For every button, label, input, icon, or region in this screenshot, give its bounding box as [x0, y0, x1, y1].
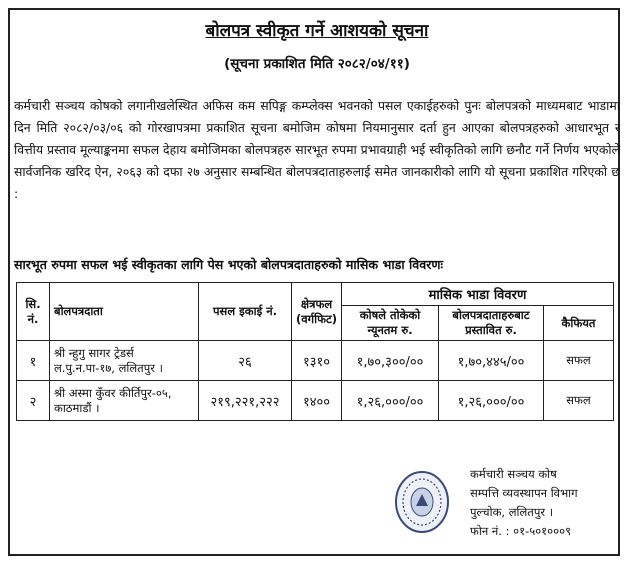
- cell-sn: १: [17, 341, 50, 381]
- header-monthly-rent: मासिक भाडा विवरण: [342, 283, 614, 306]
- table-row: [17, 341, 614, 381]
- cell-bidder: श्री न्हुगु सागर ट्रेडर्स ल.पु.न.पा-१७, ललितपुर ।: [50, 341, 199, 381]
- header-remarks: कैफियत: [544, 306, 614, 341]
- table-header-row: [17, 283, 614, 306]
- cell-proposed-rent: १,७०,४४५/००: [439, 341, 544, 381]
- cell-unit: २६: [199, 341, 292, 381]
- header-area: क्षेत्रफल (वर्गफिट): [292, 283, 342, 341]
- cell-min-rent: १,२६,०००/००: [342, 381, 439, 421]
- table-intro: सारभूत रुपमा सफल भई स्वीकृतका लागि पेस भएको बोलपत्रदाताहरुको मासिक भाडा विवरणः: [14, 257, 444, 272]
- cell-bidder: श्री अस्मा कुँवर कीर्तिपुर-०५, काठमाडौं ।: [50, 381, 199, 421]
- header-min-rent: कोषले तोकेको न्यूनतम रु.: [342, 306, 439, 341]
- header-bidder: बोलपत्रदाता: [50, 283, 199, 341]
- rent-table: [16, 282, 614, 421]
- notice-title: बोलपत्र स्वीकृत गर्ने आशयको सूचना: [205, 21, 429, 41]
- cell-sn: २: [17, 381, 50, 421]
- issuer-dept: सम्पत्ति व्यवस्थापन विभाग: [470, 486, 578, 500]
- cell-remarks: सफल: [544, 381, 614, 421]
- organization-seal-icon: [394, 470, 450, 534]
- issuer-phone: फोन नं. : ०१-५०१०००९: [470, 524, 572, 538]
- cell-min-rent: १,७०,३००/००: [342, 341, 439, 381]
- publish-date: (सूचना प्रकाशित मिति २०८२/०४/११): [224, 56, 410, 72]
- cell-remarks: सफल: [544, 341, 614, 381]
- cell-unit: २१९,२२१,२२२: [199, 381, 292, 421]
- header-proposed-rent: बोलपत्रदाताहरुबाट प्रस्तावित रु.: [439, 306, 544, 341]
- issuer-block: [470, 465, 578, 541]
- issuer-org: कर्मचारी सञ्चय कोष: [470, 467, 557, 481]
- issuer-address: पुल्चोक, ललितपुर ।: [470, 505, 554, 519]
- cell-area: १४००: [292, 381, 342, 421]
- notice-body: कर्मचारी सञ्चय कोषको लगानीखलेस्थित अफिस कम सपिङ्ग कम्प्लेक्स भवनको पसल एकाईहरुको पुनः बोलपत्रको माध्यमबाट भाडामा दिन मिति २०८२/०३/०६ को गोरखापत्रमा प्रकाशित सूचना बमोजिम कोषमा नियमानुसार दर्ता हुन आएका बोलपत्रहरुको आधारभूत र वित्तीय प्रस्ताव मूल्याङ्कनमा सफल देहाय बमोजिमका बोलपत्रहरु सारभूत रुपमा प्रभावग्राही भई स्वीकृतिको लागि छनौट गर्ने निर्णय भएकोले सार्वजनिक खरिद ऐन, २०६३ को दफा २७ अनुसार सम्बन्धित बोलपत्रदाताहरुलाई समेत जानकारीको लागि यो सूचना प्रकाशित गरिएको छ :: [14, 98, 620, 201]
- cell-area: १३१०: [292, 341, 342, 381]
- cell-proposed-rent: १,२६,०००/००: [439, 381, 544, 421]
- header-unit: पसल इकाई नं.: [199, 283, 292, 341]
- header-sn: सि. नं.: [17, 283, 50, 341]
- notice-title-wrap: [0, 18, 634, 41]
- table-row: [17, 381, 614, 421]
